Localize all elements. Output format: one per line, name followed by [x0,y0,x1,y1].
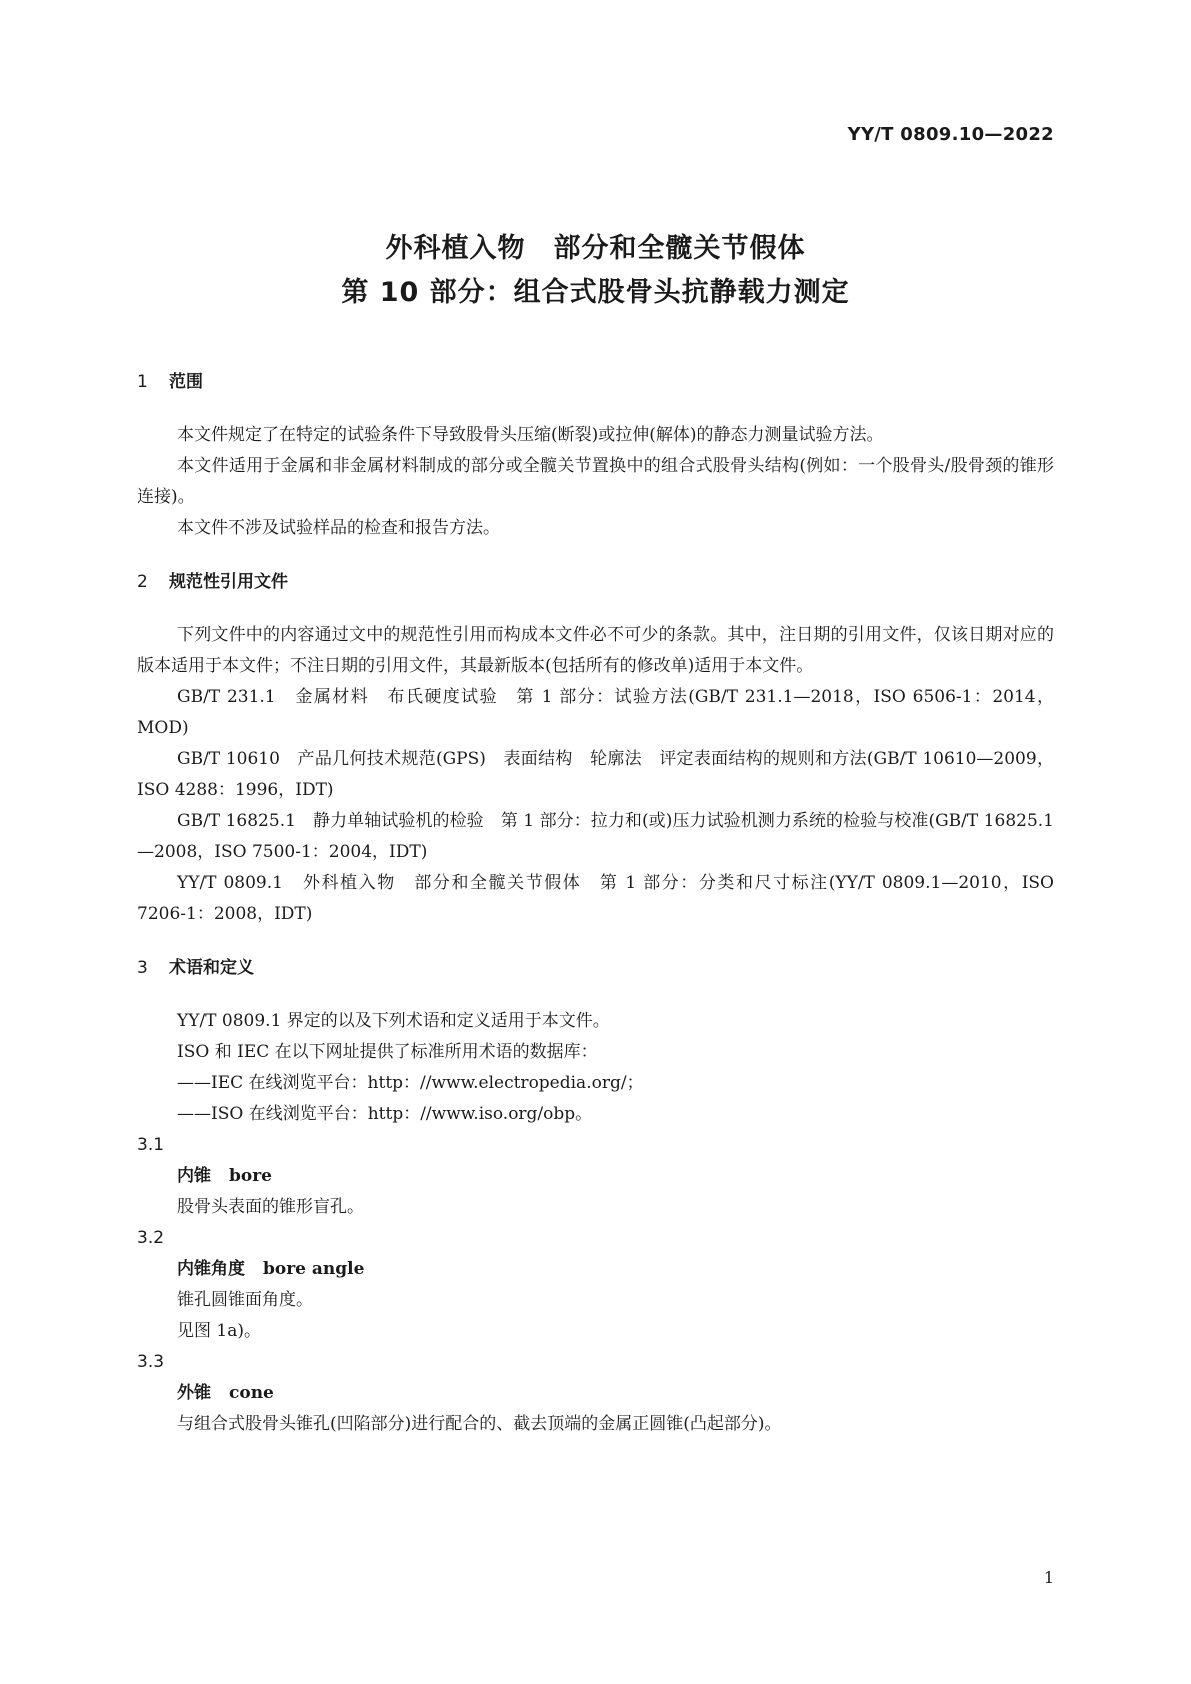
reference-item: GB/T 231.1 金属材料 布氏硬度试验 第 1 部分：试验方法(GB/T 231.1—2018，ISO 6506-1：2014，MOD) [137,687,1054,738]
document-title-line1: 外科植入物 部分和全髋关节假体 [385,233,806,264]
section-title: 规范性引用文件 [169,572,288,592]
section-heading-terms [137,952,1054,984]
dash-list-item: ——IEC 在线浏览平台：http：//www.electropedia.org/； [177,1073,644,1093]
term-definition: 与组合式股骨头锥孔(凹陷部分)进行配合的、截去顶端的金属正圆锥(凸起部分)。 [177,1414,782,1434]
term-definition: 锥孔圆锥面角度。 [177,1290,313,1310]
term-number: 3.2 [137,1228,165,1248]
section-number: 2 [137,572,148,592]
term-name [137,1254,1054,1285]
section-title: 术语和定义 [169,958,254,978]
paragraph: 本文件规定了在特定的试验条件下导致股骨头压缩(断裂)或拉伸(解体)的静态力测量试验方法。 [177,425,884,445]
term-name [137,1161,1054,1192]
reference-item: GB/T 10610 产品几何技术规范(GPS) 表面结构 轮廓法 评定表面结构的规则和方法(GB/T 10610—2009，ISO 4288：1996，IDT) [137,749,1054,800]
term-name [137,1378,1054,1409]
term-number: 3.1 [137,1135,165,1155]
paragraph: YY/T 0809.1 界定的以及下列术语和定义适用于本文件。 [177,1011,610,1031]
document-body [137,366,1054,1440]
term-number: 3.3 [137,1352,165,1372]
term-name-en: cone [229,1383,274,1403]
term-name-en: bore angle [263,1259,365,1279]
reference-item: GB/T 16825.1 静力单轴试验机的检验 第 1 部分：拉力和(或)压力试验机测力系统的检验与校准(GB/T 16825.1—2008，ISO 7500-1：2004，IDT) [137,811,1054,862]
term-name-zh: 外锥 [177,1383,211,1403]
section-number: 1 [137,372,148,392]
section-heading-normative-references [137,566,1054,598]
paragraph: 本文件不涉及试验样品的检查和报告方法。 [177,518,500,538]
section-title: 范围 [169,372,203,392]
paragraph: 下列文件中的内容通过文中的规范性引用而构成本文件必不可少的条款。其中，注日期的引用文件，仅该日期对应的版本适用于本文件；不注日期的引用文件，其最新版本(包括所有的修改单)适用于本文件。 [137,625,1054,676]
reference-item: YY/T 0809.1 外科植入物 部分和全髋关节假体 第 1 部分：分类和尺寸标注(YY/T 0809.1—2010，ISO 7206-1：2008，IDT) [137,873,1054,924]
term-definition: 股骨头表面的锥形盲孔。 [177,1197,364,1217]
paragraph: ISO 和 IEC 在以下网址提供了标准所用术语的数据库： [177,1042,598,1062]
page-number: 1 [1043,1568,1054,1587]
term-name-en: bore [229,1166,272,1186]
paragraph: 本文件适用于金属和非金属材料制成的部分或全髋关节置换中的组合式股骨头结构(例如：一个股骨头/股骨颈的锥形连接)。 [137,456,1054,507]
standard-code: YY/T 0809.10—2022 [847,124,1054,145]
term-note: 见图 1a)。 [177,1321,261,1341]
term-name-zh: 内锥角度 [177,1259,245,1279]
section-heading-scope [137,366,1054,398]
document-title-line2: 第 10 部分：组合式股骨头抗静载力测定 [341,277,850,308]
term-name-zh: 内锥 [177,1166,211,1186]
dash-list-item: ——ISO 在线浏览平台：http：//www.iso.org/obp。 [177,1104,593,1124]
section-number: 3 [137,958,148,978]
